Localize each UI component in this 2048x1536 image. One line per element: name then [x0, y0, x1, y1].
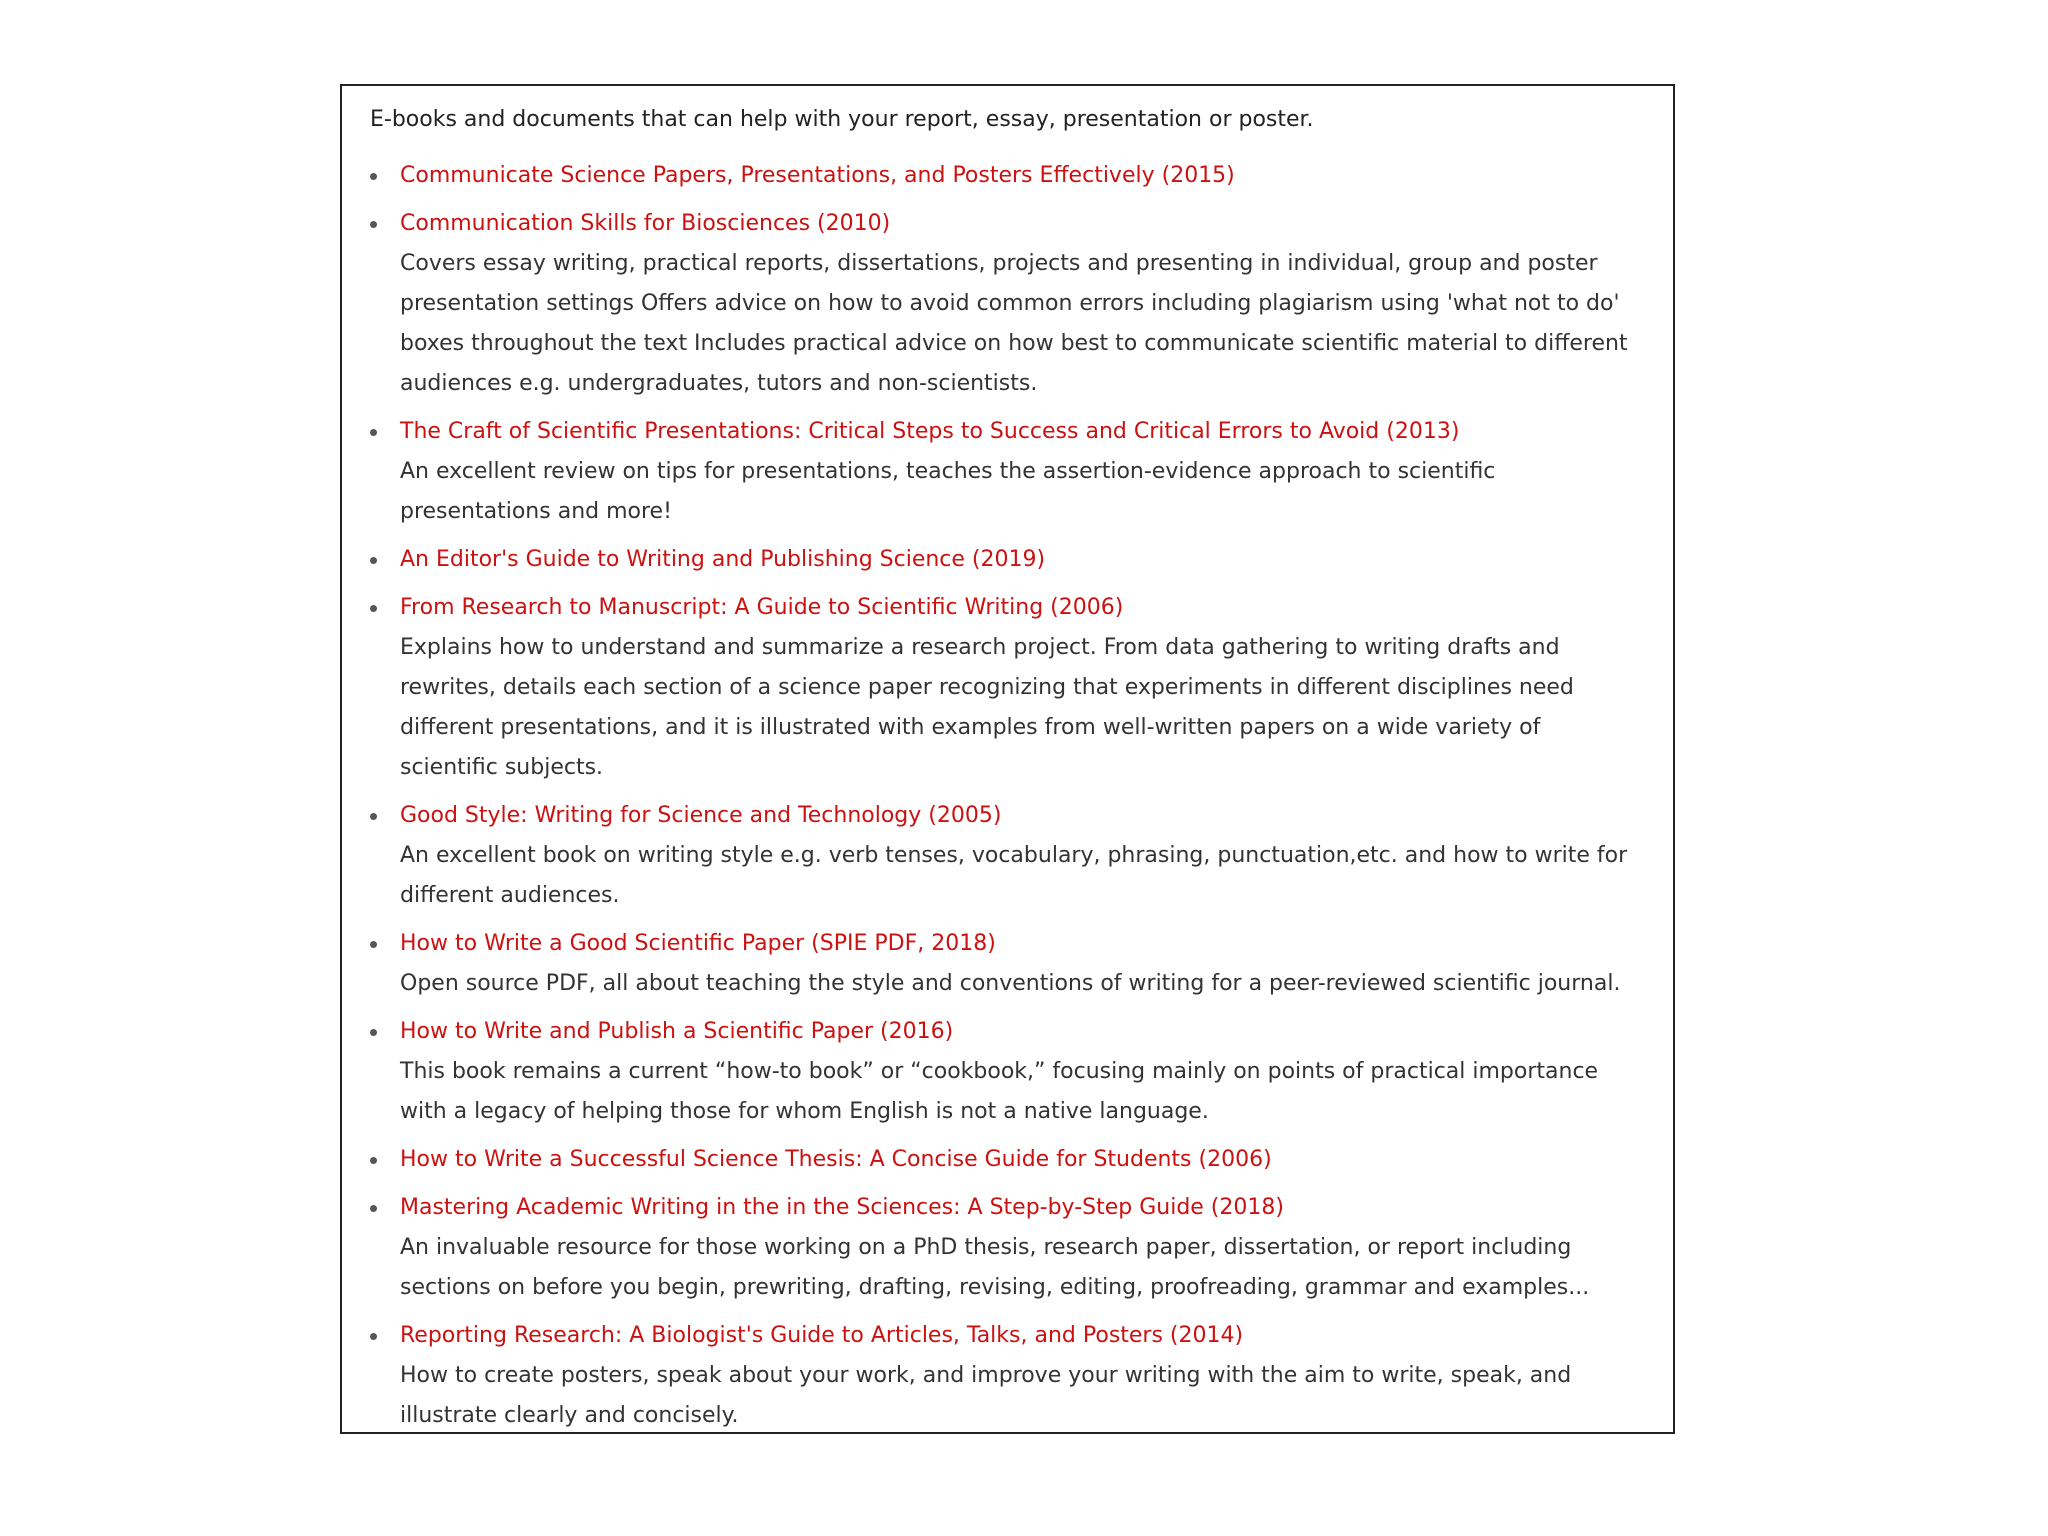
list-item	[370, 540, 1633, 580]
resource-description: An excellent review on tips for presentations, teaches the assertion-evidence approach to scientific presentations and more!	[400, 459, 1496, 524]
resource-description: Covers essay writing, practical reports, dissertations, projects and presenting in individual, group and poster presentation settings Offers advice on how to avoid common errors including plagiarism using 'what not to do' boxes throughout the text Includes practical advice on how best to communicate scientific material to different audiences e.g. undergraduates, tutors and non-scientists.	[400, 251, 1628, 396]
bullet-icon	[370, 941, 377, 948]
resource-link[interactable]: How to Write a Successful Science Thesis: A Concise Guide for Students (2006)	[400, 1147, 1272, 1172]
resource-link[interactable]: The Craft of Scientific Presentations: Critical Steps to Success and Critical Errors to Avoid (2013)	[400, 419, 1460, 444]
bullet-icon	[370, 813, 377, 820]
resource-link[interactable]: From Research to Manuscript: A Guide to Scientific Writing (2006)	[400, 595, 1124, 620]
list-item	[370, 412, 1633, 532]
list-item	[370, 796, 1633, 916]
bullet-icon	[370, 1205, 377, 1212]
resource-link[interactable]: Mastering Academic Writing in the in the Sciences: A Step-by-Step Guide (2018)	[400, 1195, 1284, 1220]
resource-link[interactable]: How to Write and Publish a Scientific Paper (2016)	[400, 1019, 954, 1044]
resource-link[interactable]: Communicate Science Papers, Presentations, and Posters Effectively (2015)	[400, 163, 1235, 188]
resource-link[interactable]: An Editor's Guide to Writing and Publishing Science (2019)	[400, 547, 1046, 572]
bullet-icon	[370, 1157, 377, 1164]
list-item	[370, 924, 1633, 1004]
bullet-icon	[370, 429, 377, 436]
resource-description: Explains how to understand and summarize a research project. From data gathering to writing drafts and rewrites, details each section of a science paper recognizing that experiments in different disciplines need different presentations, and it is illustrated with examples from well-written papers on a wide variety of scientific subjects.	[400, 635, 1574, 780]
resource-description: Open source PDF, all about teaching the style and conventions of writing for a peer-reviewed scientific journal.	[400, 971, 1621, 996]
list-item	[370, 204, 1633, 404]
resource-description: An invaluable resource for those working on a PhD thesis, research paper, dissertation, or report including sections on before you begin, prewriting, drafting, revising, editing, proofreading, grammar and examples...	[400, 1235, 1590, 1300]
intro-text: E-books and documents that can help with your report, essay, presentation or poster.	[370, 107, 1314, 132]
resource-link[interactable]: Good Style: Writing for Science and Technology (2005)	[400, 803, 1002, 828]
list-item	[370, 588, 1633, 788]
list-item	[370, 1188, 1633, 1308]
list-item	[370, 156, 1633, 196]
resource-description: This book remains a current “how-to book” or “cookbook,” focusing mainly on points of practical importance with a legacy of helping those for whom English is not a native language.	[400, 1059, 1599, 1124]
list-item	[370, 1140, 1633, 1180]
resource-description: How to create posters, speak about your work, and improve your writing with the aim to write, speak, and illustrate clearly and concisely.	[400, 1363, 1572, 1428]
resource-description: An excellent book on writing style e.g. verb tenses, vocabulary, phrasing, punctuation,etc. and how to write for different audiences.	[400, 843, 1628, 908]
list-item	[370, 1012, 1633, 1132]
bullet-icon	[370, 1029, 377, 1036]
resource-list	[370, 156, 1633, 1444]
bullet-icon	[370, 605, 377, 612]
list-item	[370, 1316, 1633, 1436]
bullet-icon	[370, 173, 377, 180]
bullet-icon	[370, 557, 377, 564]
resource-link[interactable]: How to Write a Good Scientific Paper (SPIE PDF, 2018)	[400, 931, 996, 956]
resource-link[interactable]: Communication Skills for Biosciences (2010)	[400, 211, 891, 236]
bullet-icon	[370, 1333, 377, 1340]
resource-link[interactable]: Reporting Research: A Biologist's Guide to Articles, Talks, and Posters (2014)	[400, 1323, 1244, 1348]
bullet-icon	[370, 221, 377, 228]
resources-panel	[340, 84, 1675, 1434]
